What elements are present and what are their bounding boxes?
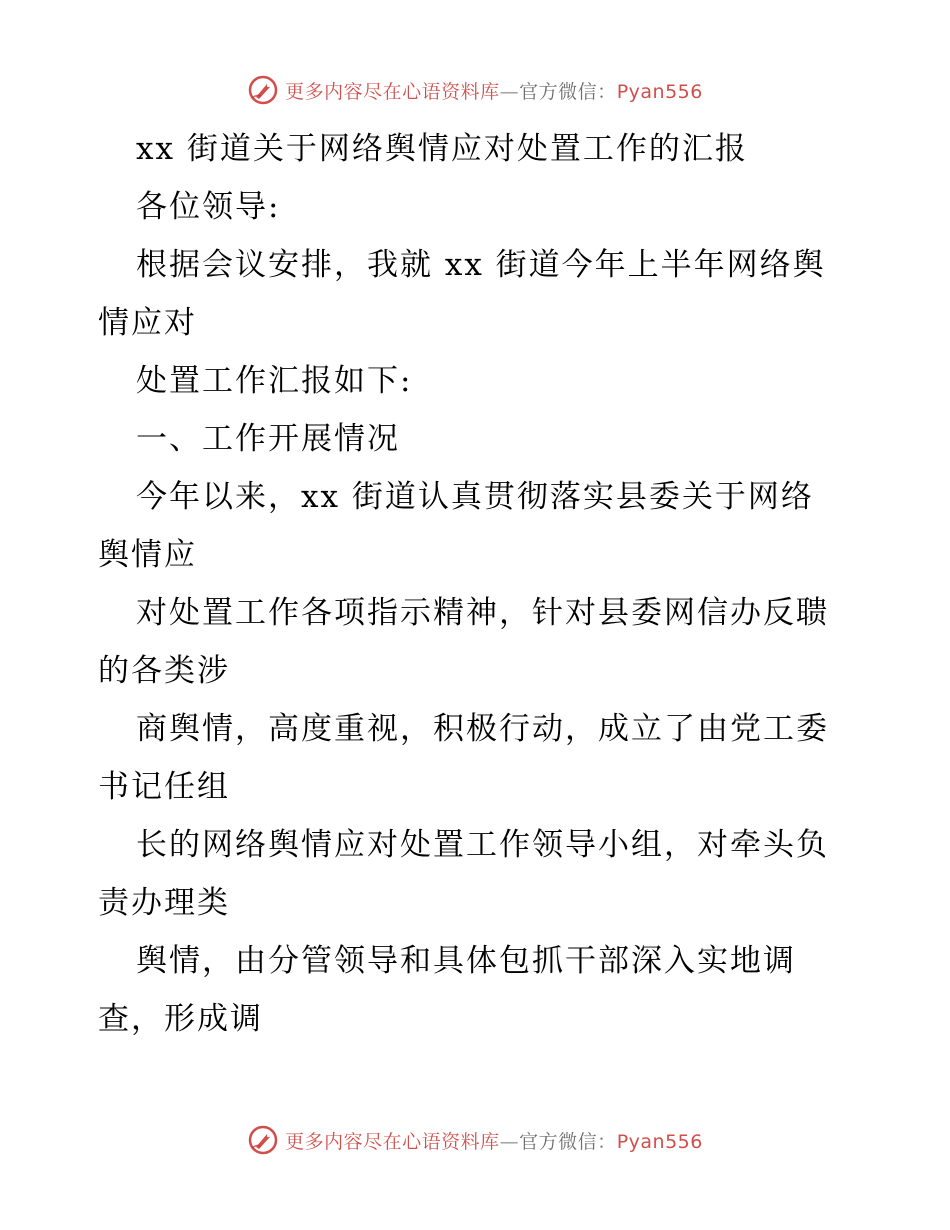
document-line: 对处置工作各项指示精神，针对县委网信办反聩	[136, 595, 829, 631]
document-line: 各位领导:	[136, 189, 281, 225]
document-line: 查，形成调	[98, 1001, 263, 1037]
watermark-text	[285, 77, 703, 104]
document-lines	[98, 178, 868, 1048]
document-line: 情应对	[98, 305, 197, 341]
watermark-wechat-id: Pyan556	[616, 1130, 703, 1153]
document-line: 的各类涉	[98, 653, 230, 689]
watermark-brand: 更多内容尽在心语资料库	[285, 1130, 500, 1153]
watermark-brand: 更多内容尽在心语资料库	[285, 80, 500, 103]
document-line: 书记任组	[98, 769, 230, 805]
watermark-wechat-label: 官方微信：	[519, 1130, 617, 1153]
document-line: 今年以来，xx 街道认真贯彻落实县委关于网络	[136, 479, 814, 515]
header-watermark	[0, 70, 950, 110]
document-line: 处置工作汇报如下:	[136, 363, 413, 399]
pen-circle-logo-icon	[247, 1124, 279, 1156]
document-line: 根据会议安排，我就 xx 街道今年上半年网络舆	[136, 247, 826, 283]
pen-circle-logo-icon	[247, 74, 279, 106]
document-line: 商舆情，高度重视，积极行动，成立了由党工委	[136, 711, 829, 747]
document-body	[98, 120, 868, 1048]
document-line: 一、工作开展情况	[136, 421, 400, 457]
watermark-text	[285, 1127, 703, 1154]
document-line: 责办理类	[98, 885, 230, 921]
watermark-wechat-id: Pyan556	[616, 80, 703, 103]
watermark-separator: —	[499, 80, 520, 103]
document-line: 舆情应	[98, 537, 197, 573]
watermark-separator: —	[499, 1130, 520, 1153]
document-line: 舆情，由分管领导和具体包抓干部深入实地调	[136, 943, 796, 979]
watermark-wechat-label: 官方微信：	[519, 80, 617, 103]
document-title: xx 街道关于网络舆情应对处置工作的汇报	[136, 131, 748, 167]
footer-watermark	[0, 1120, 950, 1160]
document-line: 长的网络舆情应对处置工作领导小组，对牵头负	[136, 827, 829, 863]
